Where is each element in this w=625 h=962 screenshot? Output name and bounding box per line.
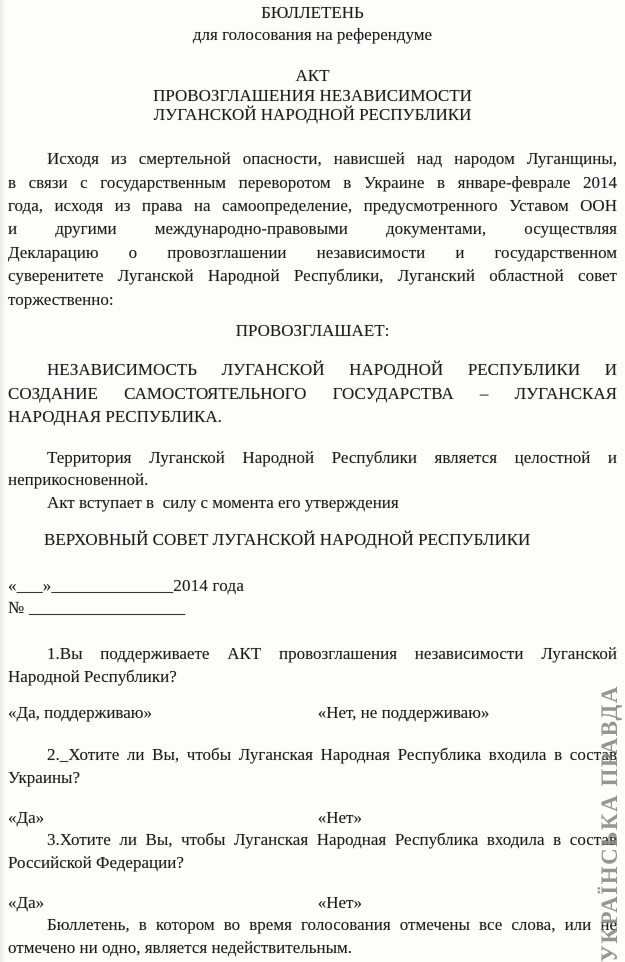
- text-line: и другими международно-правовыми документами, осуществляя: [8, 219, 617, 239]
- answer-1-yes: «Да, поддерживаю»: [8, 703, 152, 723]
- date-blank-line: «___»______________2014 года: [8, 576, 245, 596]
- answer-3-no: «Нет»: [317, 893, 362, 913]
- territory-paragraph: [8, 447, 617, 492]
- document-content: [0, 2, 625, 959]
- text-line: торжественно:: [8, 289, 114, 309]
- ballot-title: БЮЛЛЕТЕНЬ: [261, 3, 364, 22]
- ballot-subtitle: для голосования на референдуме: [192, 25, 433, 44]
- text-line: Исходя из смертельной опасности, нависшей над народом Луганщины,: [47, 149, 617, 169]
- text-line: ЛУГАНСКОЙ НАРОДНОЙ РЕСПУБЛИКИ: [153, 105, 472, 125]
- text-line: НЕЗАВИСИМОСТЬ ЛУГАНСКОЙ НАРОДНОЙ РЕСПУБЛИКИ И: [47, 360, 617, 380]
- text-line: Территория Луганской Народной Республики является целостной и: [47, 447, 617, 467]
- text-line: Декларацию о провозглашении независимости и государственном: [8, 242, 617, 262]
- answer-3-yes: «Да»: [8, 893, 45, 913]
- answer-2-yes: «Да»: [8, 808, 45, 828]
- text-line: Бюллетень, в котором во время голосования отмечены все слова, или не: [47, 915, 617, 935]
- text-line: 2._Хотите ли Вы, чтобы Луганская Народная Республика входила в состав: [47, 745, 617, 765]
- question-1: [8, 643, 617, 688]
- preamble-paragraph: [8, 147, 617, 311]
- answer-row-3: [8, 892, 617, 914]
- text-line: Украины?: [8, 767, 81, 787]
- proclamation-paragraph: [8, 358, 617, 428]
- ukrainska-pravda-watermark: УКРАЇНСЬКА ПРАВДА: [597, 685, 622, 962]
- text-line: НАРОДНАЯ РЕСПУБЛИКА.: [8, 407, 222, 427]
- act-force-line: Акт вступает в силу с момента его утверждения: [47, 492, 399, 512]
- question-2: [8, 744, 617, 789]
- answer-1-no: «Нет, не поддерживаю»: [317, 703, 490, 723]
- text-line: 1.Вы поддерживаете АКТ провозглашения независимости Луганской: [47, 644, 617, 664]
- answer-row-1: [8, 702, 617, 724]
- text-line: суверенитете Луганской Народной Республики, Луганский областной совет: [8, 266, 617, 286]
- text-line: года, исходя из права на самоопределение, предусмотренного Уставом ООН: [8, 195, 617, 215]
- text-line: Народной Республики?: [8, 666, 177, 686]
- number-blank-line: № __________________: [8, 598, 186, 618]
- text-line: ПРОВОЗГЛАШЕНИЯ НЕЗАВИСИМОСТИ: [153, 85, 472, 105]
- invalid-ballot-note: [8, 914, 617, 959]
- answer-row-2: [8, 807, 617, 829]
- text-line: отмечено ни одно, является недействительным.: [8, 937, 353, 957]
- text-line: неприкосновенной.: [8, 470, 149, 490]
- text-line: в связи с государственным переворотом в Украине в январе-феврале 2014: [8, 172, 617, 192]
- supreme-council-line: ВЕРХОВНЫЙ СОВЕТ ЛУГАНСКОЙ НАРОДНОЙ РЕСПУБЛИКИ: [44, 530, 531, 550]
- text-line: Российской Федерации?: [8, 852, 184, 872]
- proclaims-heading: ПРОВОЗГЛАШАЕТ:: [235, 320, 390, 340]
- act-heading: [8, 66, 617, 125]
- text-line: 3.Хотите ли Вы, чтобы Луганская Народная Республика входила в состав: [47, 830, 617, 850]
- text-line: АКТ: [295, 66, 330, 85]
- question-3: [8, 829, 617, 874]
- answer-2-no: «Нет»: [317, 808, 362, 828]
- text-line: СОЗДАНИЕ САМОСТОЯТЕЛЬНОГО ГОСУДАРСТВА – ЛУГАНСКАЯ: [8, 383, 617, 403]
